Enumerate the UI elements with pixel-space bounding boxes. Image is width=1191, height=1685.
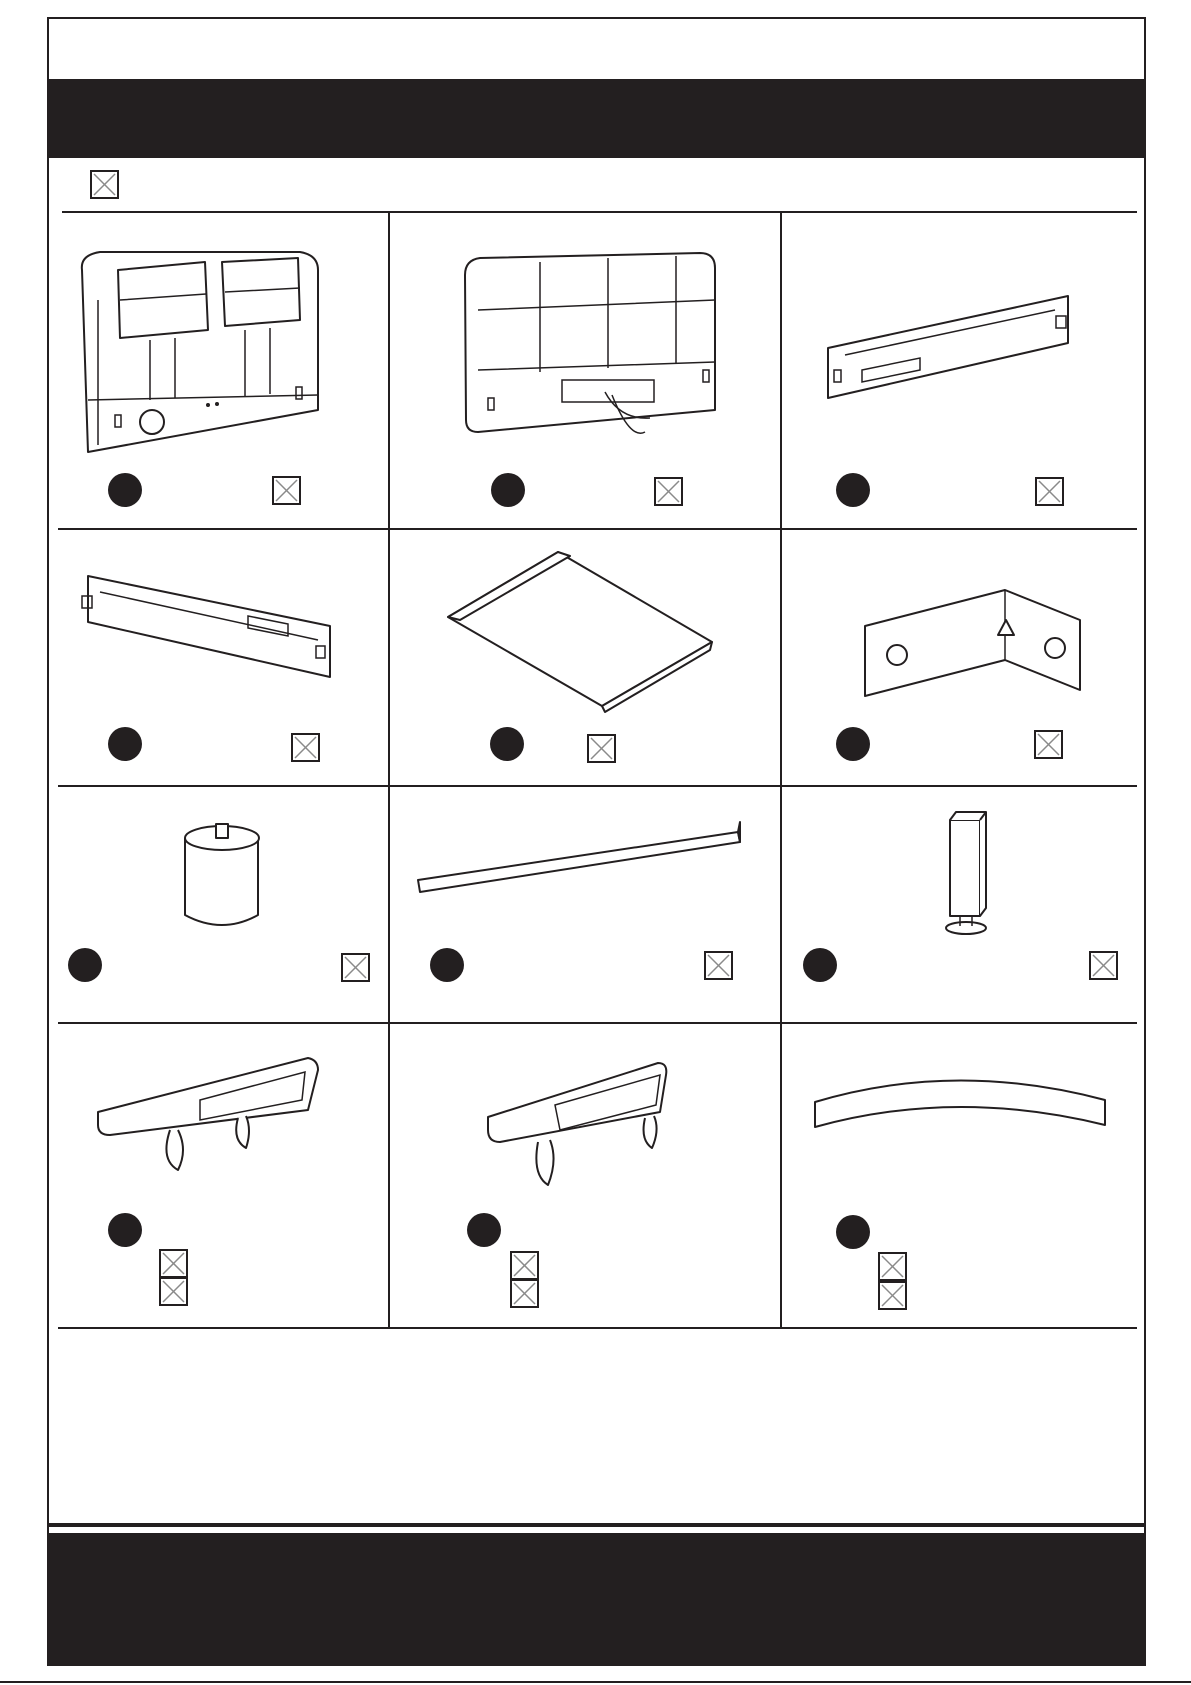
- missing-image-icon: [654, 477, 681, 504]
- part-number-badge: [467, 1213, 501, 1247]
- part-number-badge: [836, 1215, 870, 1249]
- part-number-badge: [430, 948, 464, 982]
- missing-image-icon: [341, 953, 368, 980]
- round-foot-icon: [185, 824, 259, 925]
- missing-image-icon: [510, 1279, 537, 1306]
- missing-image-icon: [1034, 730, 1061, 757]
- part-number-badge: [108, 473, 142, 507]
- corner-bracket-icon: [865, 590, 1080, 696]
- missing-image-icon: [704, 951, 731, 978]
- missing-image-icon: [510, 1251, 537, 1278]
- missing-image-icon: [1035, 477, 1062, 504]
- missing-image-icon: [878, 1281, 905, 1308]
- part-number-badge: [836, 727, 870, 761]
- part-number-badge: [803, 948, 837, 982]
- support-leg-icon: [946, 812, 986, 934]
- curved-trim-panel-icon: [815, 1080, 1105, 1127]
- part-number-badge: [108, 727, 142, 761]
- headrest-cushion-left-icon: [98, 1058, 318, 1170]
- part-number-badge: [836, 473, 870, 507]
- missing-image-icon: [159, 1277, 186, 1304]
- side-rail-right-icon: [828, 296, 1068, 398]
- part-number-badge: [108, 1213, 142, 1247]
- side-rail-left-icon: [82, 576, 330, 677]
- missing-image-icon: [587, 734, 614, 761]
- missing-image-icon: [272, 476, 299, 503]
- headrest-cushion-right-icon: [488, 1063, 666, 1185]
- footboard-panel-icon: [465, 253, 715, 433]
- part-number-badge: [68, 948, 102, 982]
- upholstered-headboard-icon: [82, 252, 318, 452]
- center-beam-icon: [418, 822, 740, 892]
- missing-image-icon: [1089, 951, 1116, 978]
- part-number-badge: [490, 727, 524, 761]
- missing-image-icon: [878, 1252, 905, 1279]
- missing-image-icon: [291, 733, 318, 760]
- slat-board-icon: [448, 552, 712, 712]
- missing-image-icon: [159, 1249, 186, 1276]
- part-number-badge: [491, 473, 525, 507]
